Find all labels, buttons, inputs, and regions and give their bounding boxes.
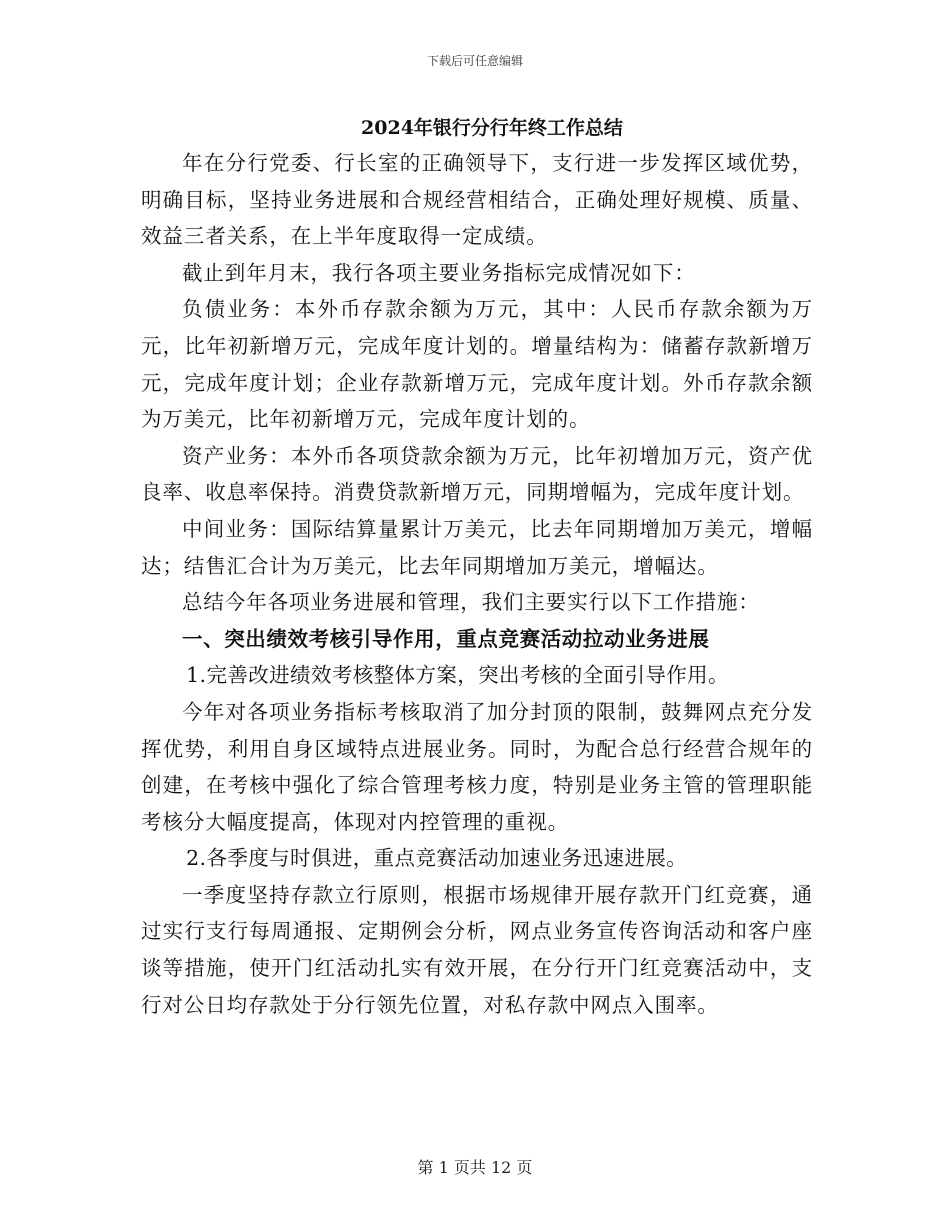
page-title: 2024年银行分行年终工作总结 <box>361 117 623 139</box>
subsection-heading-2: 2.各季度与时俱进，重点竞赛活动加速业务迅速进展。 <box>186 846 688 871</box>
section-heading-1: 一、突出绩效考核引导作用，重点竞赛活动拉动业务进展 <box>182 626 710 651</box>
paragraph-intermediary-business: 中间业务：国际结算量累计万美元，比去年同期增加万美元，增幅达；结售汇合计为万美元，比去年同期增加万美元，增幅达。 <box>141 516 813 578</box>
document-body <box>141 145 813 1023</box>
paragraph-measures-lead: 总结今年各项业务进展和管理，我们主要实行以下工作措施： <box>182 590 760 615</box>
paragraph-assessment: 今年对各项业务指标考核取消了加分封顶的限制，鼓舞网点充分发挥优势，利用自身区域特点进展业务。同时，为配合总行经营合规年的创建，在考核中强化了综合管理考核力度，特别是业务主管的管理职能考核分大幅度提高，体现对内控管理的重视。 <box>141 699 813 834</box>
header-note: 下载后可任意编辑 <box>426 54 523 68</box>
page-number: 第 1 页共 12 页 <box>417 1158 533 1177</box>
paragraph-intro: 年在分行党委、行长室的正确领导下，支行进一步发挥区域优势，明确目标，坚持业务进展和合规经营相结合，正确处理好规模、质量、效益三者关系，在上半年度取得一定成绩。 <box>141 151 813 249</box>
paragraph-liability-business: 负债业务：本外币存款余额为万元，其中：人民币存款余额为万元，比年初新增万元，完成年度计划的。增量结构为：储蓄存款新增万元，完成年度计划；企业存款新增万元，完成年度计划。外币存款余额为万美元，比年初新增万元，完成年度计划的。 <box>141 297 813 432</box>
paragraph-first-quarter: 一季度坚持存款立行原则，根据市场规律开展存款开门红竞赛，通过实行支行每周通报、定期例会分析，网点业务宣传咨询活动和客户座谈等措施，使开门红活动扎实有效开展，在分行开门红竞赛活动中，支行对公日均存款处于分行领先位置，对私存款中网点入围率。 <box>141 882 813 1017</box>
paragraph-indicators-lead: 截止到年月末，我行各项主要业务指标完成情况如下： <box>182 260 696 285</box>
subsection-heading-1: 1.完善改进绩效考核整体方案，突出考核的全面引导作用。 <box>186 663 729 688</box>
paragraph-asset-business: 资产业务：本外币各项贷款余额为万元，比年初增加万元，资产优良率、收息率保持。消费贷款新增万元，同期增幅为，完成年度计划。 <box>141 443 813 505</box>
